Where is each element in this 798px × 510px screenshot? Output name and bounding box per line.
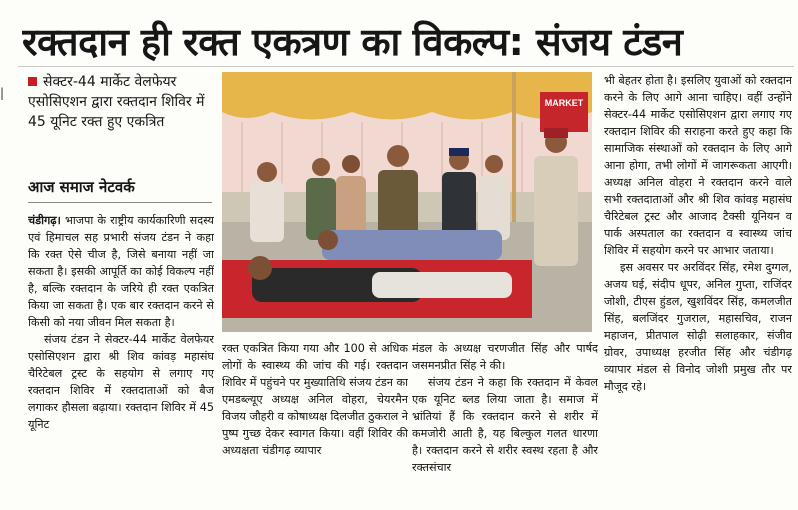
paragraph: भी बेहतर होता है। इसलिए युवाओं को रक्तदान करने के लिए आगे आना चाहिए। वहीं उन्होंने सेक्टर-44 मार्केट एसोसिएशन द्वारा लगाए गए रक्तदान शिविर की सराहना करते हुए कहा कि सामाजिक संस्थाओं को रक्तदान के लिए आगे आना होगा, तभी लोगों में जागरूकता आएगी।अध्यक्ष अनिल वोहरा ने रक्तदान करने वाले सभी रक्तदाताओं और श्री शिव कांवड़ महासंघ चैरिटेबल ट्रस्ट और आजाद टैक्सी यूनियन व पार्क अस्पताल का रक्तदान व स्वास्थ्य जांच शिविर में सहयोग करने पर आभार जताया। (604, 74, 792, 257)
article-column-2 (222, 340, 408, 510)
dateline: चंडीगढ़। (28, 214, 61, 227)
paragraph: इस अवसर पर अरविंदर सिंह, रमेश दुग्गल, अजय घई, संदीप धूपर, अनिल गुप्ता, राजिंदर जोशी, टीएस हुंडल, खुशविंदर सिंह, कमलजीत सिंह, बलजिंदर गुजराल, महासचिव, राजन महाजन, प्रीतपाल सोढ़ी सलाहकार, संजीव ग्रोवर, उपाध्यक्ष हरजीत सिंह और चंडीगढ़ व्यापार मंडल से विनोद जोशी प्रमुख तौर पर मौजूद रहे। (604, 261, 792, 393)
paragraph-text: भाजपा के राष्ट्रीय कार्यकारिणी सदस्य एवं हिमाचल सह प्रभारी संजय टंडन ने कहा कि रक्त ऐसे चीज है, जिसे बनाया नहीं जा सकता है। इसकी आपूर्ति का कोई विकल्प नहीं है, बल्कि रक्तदान के जरिये ही रक्त एकत्रित किया जा सकता है। एक बार रक्तदान करने से किसी को नया जीवन मिल सकता है। (28, 214, 214, 329)
paragraph (28, 212, 214, 331)
paragraph: रक्त एकत्रित किया गया और 100 से अधिक लोगों के स्वास्थ्य की जांच की गई। रक्तदान शिविर में पहुंचने पर मुख्यातिथि संजय टंडन का एमडब्ल्यूए अध्यक्ष अनिल वोहरा, चेयरमैन विजय जौहरी व कोषाध्यक्ष दिलजीत ठुकराल ने पुष्प गुच्छ देकर स्वागत किया। वहीं शिविर की अध्यक्षता चंडीगढ़ व्यापार (222, 342, 408, 457)
banner-label: MARKET (544, 98, 584, 108)
paragraph: संजय टंडन ने कहा कि रक्तदान में केवल एक यूनिट ब्लड लिया जाता है। समाज में भ्रांतियां हैं कि रक्तदान करने से शरीर में कमजोरी आती है, यह बिल्कुल गलत धारणा है। रक्तदान करने से शरीर स्वस्थ रहता है और रक्तसंचार (412, 376, 598, 474)
headline: रक्तदान ही रक्त एकत्रण का विकल्प: संजय टंडन (22, 20, 683, 64)
subheadline (28, 72, 216, 132)
paragraph: मंडल के अध्यक्ष चरणजीत सिंह और पार्षद जसमनप्रीत सिंह ने की। (412, 342, 598, 372)
byline: आज समाज नेटवर्क (28, 178, 135, 196)
article-column-3 (412, 340, 598, 510)
article-column-4 (604, 72, 792, 508)
paragraph: संजय टंडन ने सेक्टर-44 मार्केट वेलफेयर एसोसिएशन द्वारा श्री शिव कांवड़ महासंघ चैरिटेबल ट्रस्ट के सहयोग से लगाए गए रक्तदान शिविर में रक्तदाताओं को बैज लगाकर हौसला बढ़ाया। रक्तदान शिविर में 45 यूनिट (28, 333, 214, 431)
clipped-adjacent-text: | (0, 86, 5, 100)
subheadline-text: सेक्टर-44 मार्केट वेलफेयर एसोसिएशन द्वारा रक्तदान शिविर में 45 यूनिट रक्त हुए एकत्रित (28, 74, 205, 130)
article-column-1 (28, 212, 214, 510)
blood-donation-camp-photo (222, 72, 592, 332)
byline-rule (28, 202, 212, 203)
subhead-bullet-icon (28, 77, 37, 86)
headline-rule (18, 66, 794, 67)
news-photo (222, 72, 592, 332)
